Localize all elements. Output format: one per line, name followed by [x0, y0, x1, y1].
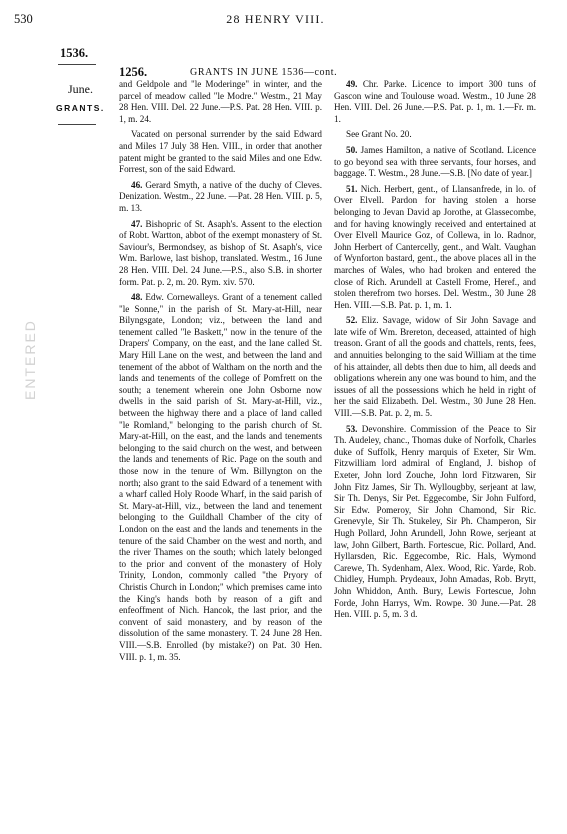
- grant-number: 48.: [131, 292, 143, 303]
- paragraph-text: Eliz. Savage, widow of Sir John Savage and late wife of Wm. Brereton, deceased, attainted of high treason. Grant of all the goods and chattels, rents, fees, and annuities belonging to the said William at the time of his attainder, all debts then due to him, all deeds and obligations wherein any one was bound to him, and the issues of all the possessions which he held in right of her the said Elizabeth. Del. Westm., 30 June 28 Hen. VIII.—S.B. Pat. p. 2, m. 5.: [334, 315, 536, 419]
- page-header: [14, 12, 537, 30]
- margin-rule: [58, 124, 96, 125]
- grant-number: 50.: [346, 144, 358, 155]
- paragraph-text: Chr. Parke. Licence to import 300 tuns of Gascon wine and Toulouse woad. Westm., 10 June 28 Hen. VIII. Del. 26 June.—P.S. Pat. p. 1, m. 1.—Fr. m. 1.: [334, 79, 537, 124]
- grant-number: 51.: [346, 183, 358, 194]
- paragraph-text: Nich. Herbert, gent., of Llansanfrede, in lo. of Over Elvell. Pardon for having stolen a horse belonging to Jevan David ap Jorothe, at Glassecombe, and for having knowingly received and entertained at Over Elvell Maurice Goz, of Collewa, in lo. Radnor, John Herbert of Cantercelly, gent., and Walt. Vaughan of Wynforton bastard, gent., the above places all in the marches of Wales, who had broken and entered the close of Rich. Arundell at Castell Frome, Heref., and stolen therefrom two horses. Del. Westm., 30 June 28 Hen. VIII.—S.B. Pat. p. 1, m. 1.: [334, 183, 537, 310]
- paragraph-p1: [119, 79, 322, 125]
- paragraph-p47: [119, 219, 322, 289]
- paragraph-text: James Hamilton, a native of Scotland. Licence to go beyond sea with three servants, four horses, and baggage. T. Westm., 28 June.—S.B. [No date of year.]: [334, 144, 536, 179]
- margin-year: 1536.: [60, 46, 89, 60]
- right-text-column: [334, 79, 536, 625]
- paragraph-text: Devonshire. Commission of the Peace to Sir Th. Audeley, chanc., Thomas duke of Norfolk, Charles duke of Suffolk, Henry marquis of Exeter, Sir Wm. Fitzwilliam lord admiral of England, J. bishop of Exeter, John lord Zouche, John lord Fitzwaren, Sir John Fitz James, Sir Th. Wyllougbby, serjeant at law, Sir Th. Denys, Sir Pet. Eggecombe, Sir John Fulford, Sir Edw. Pomeroy, Sir John Chamond, Sir Ric. Grenevyle, Sir Th. Stukeley, Sir Ph. Champeron, Sir Hugh Pollard, John Arundell, John Rowe, serjeant at law, John Gilbert, Barth. Fortescue, Ric. Pollard, And. Hyllarsden, Ric. Eggecombe, Ric. Hals, Wymond Carewe, Th. Sydenham, Alex. Wood, Ric. Yarde, Rob. Chidley, Humph. Prydeaux, John Amadas, Rob. Brytt, John Whiddon, Anth. Bury, Lewis Fortescue, John Forde, John Harrys, Wm. Rowpe. 30 June.—Pat. 28 Hen. VIII. p. 5, m. 3 d.: [334, 423, 537, 620]
- paragraph-p53: [334, 424, 536, 621]
- margin-month: June.: [68, 82, 93, 96]
- paragraph-text: See Grant No. 20.: [346, 129, 412, 140]
- grant-number: 49.: [346, 79, 358, 89]
- grant-number: 53.: [346, 423, 358, 434]
- grant-number: 47.: [131, 218, 143, 229]
- paragraph-p50: [334, 145, 536, 180]
- grant-number: 46.: [131, 179, 143, 190]
- paragraph-text: and Geldpole and "le Moderinge" in winter, and the parcel of meadow called "le Modre." Westm., 21 May 28 Hen. VIII. Del. 22 June.—P.S. Pat. 28 Hen. VIII. p. 1, m. 24.: [119, 79, 322, 124]
- page-number: 530: [14, 12, 33, 26]
- paragraph-text: Edw. Cornewalleys. Grant of a tenement called "le Sonne," in the parish of St. Mary-at-Hill, near Bilyngsgate, London; viz., between the land and tenement called "le Baskett," now in the tenure of the Drapers' Company, on the east, and the lane called St. Mary Hill Lane on the west, and between the land and tenement of the abbot of Waltham on the north and the lands and tenements of the college of Pomfrett on the south; a tenement wherein one John Osborne now dwells in the said parish of St. Mary-at-Hill, viz., between the highway there and a place of land called "le Romland," belonging to the parish church of St. Mary-at-Hill, on the east, and the lands and tenements belonging to the said church on the west, and between the lands and tenements of Ric. Page on the south and those now in the tenure of Wm. Billyngton on the north; also grant to the said Edward of a tenement with a wharf called Holy Roode Wharf, in the said parish of St. Mary-at-Hill, viz., between the land and tenement belonging to the Guildhall Chamber of the city of London on the east and the lands and tenements in the tenure of the said Chamber on the west and north, and the river Thames on the south; which lately belonged to the prior and convent of the monastery of Holy Trinity, London, commonly called "the Pryory of Christis Church in London;" which premises came into the King's hands both by reason of a gift and enfeoffment of Nich. Hancok, the last prior, and the convent of said monastery, and by reason of the dissolution of the same monastery. T. 24 June 28 Hen. VIII.—S.B. Enrolled (by mistake?) on Pat. 30 Hen. VIII. p. 1, m. 35.: [119, 292, 322, 662]
- paragraph-p51: [334, 184, 536, 312]
- margin-section-label: GRANTS.: [56, 103, 105, 113]
- library-stamp-watermark: ENTERED: [22, 319, 38, 400]
- grant-number: 52.: [346, 315, 358, 326]
- paragraph-p49n: [334, 129, 536, 141]
- paragraph-p52: [334, 315, 536, 419]
- left-text-column: [119, 79, 322, 667]
- paragraph-p48: [119, 292, 322, 663]
- paragraph-text: Bishopric of St. Asaph's. Assent to the election of Robt. Wartton, abbot of the exempt monastery of St. Saviour's, Bermondsey, as bishop of St. Asaph's, vice Wm. Barlowe, last bishop, translated. Westm., 16 June 28 Hen. VIII. Del. 24 June.—P.S., also S.B. in shorter form. Pat. p. 2, m. 20. Rym. xiv. 570.: [119, 218, 322, 287]
- running-title: 28 HENRY VIII.: [226, 12, 325, 26]
- entry-number: 1256.: [119, 65, 148, 79]
- paragraph-p49: [334, 79, 536, 125]
- paragraph-p46: [119, 180, 322, 215]
- paragraph-text: Gerard Smyth, a native of the duchy of Cleves. Denization. Westm., 22 June. —Pat. 28 Hen. VIII. p. 5, m. 13.: [119, 179, 323, 213]
- paragraph-p2: [119, 129, 322, 175]
- margin-rule: [58, 64, 96, 65]
- entry-title: GRANTS IN JUNE 1536—cont.: [190, 67, 338, 78]
- paragraph-text: Vacated on personal surrender by the said Edward and Miles 17 July 38 Hen. VIII., in order that another patent might be granted to the said Miles and one Edw. Forrest, son of the said Edward.: [119, 129, 322, 175]
